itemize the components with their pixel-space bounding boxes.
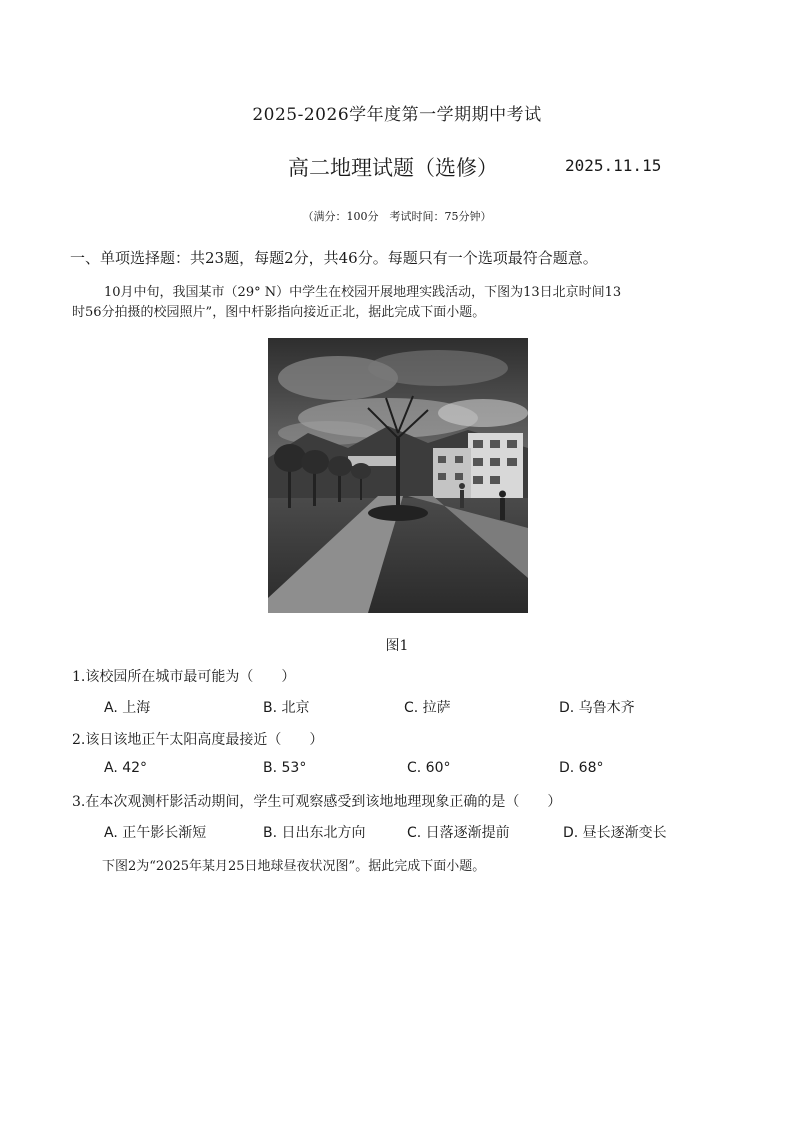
question-3-option-d: D. 昼长逐渐变长 xyxy=(563,825,667,841)
intro-line-1: 10月中旬，我国某市（29° N）中学生在校园开展地理实践活动，下图为13日北京时间13 xyxy=(104,285,622,300)
question-3-option-c: C. 日落逐渐提前 xyxy=(407,825,510,841)
exam-info: （满分：100分 考试时间：75分钟） xyxy=(302,210,492,223)
question-1-stem: 1.该校园所在城市最可能为（ ） xyxy=(72,669,296,685)
question-1-option-a: A. 上海 xyxy=(104,700,151,716)
section-heading: 一、单项选择题：共23题，每题2分，共46分。每题只有一个选项最符合题意。 xyxy=(70,249,598,267)
question-1-option-d: D. 乌鲁木齐 xyxy=(559,700,635,716)
question-3-stem: 3.在本次观测杆影活动期间，学生可观察感受到该地地理现象正确的是（ ） xyxy=(72,794,562,810)
question-1-option-c: C. 拉萨 xyxy=(404,700,451,716)
question-2-stem: 2.该日该地正午太阳高度最接近（ ） xyxy=(72,732,324,748)
figure-caption: 图1 xyxy=(385,638,409,654)
exam-date: 2025.11.15 xyxy=(565,156,662,175)
question-1-option-b: B. 北京 xyxy=(263,700,310,716)
question-2-option-a: A. 42° xyxy=(104,760,148,776)
question-3-option-b: B. 日出东北方向 xyxy=(263,825,366,841)
question-2-option-b: B. 53° xyxy=(263,760,307,776)
next-passage-intro: 下图2为“2025年某月25日地球昼夜状况图”。据此完成下面小题。 xyxy=(102,859,486,874)
campus-photo xyxy=(268,338,528,613)
subject-title: 高二地理试题（选修） xyxy=(288,156,498,180)
question-3-option-a: A. 正午影长渐短 xyxy=(104,825,207,841)
intro-line-2: 时56分拍摄的校园照片”，图中杆影指向接近正北，据此完成下面小题。 xyxy=(72,305,486,320)
exam-title: 2025-2026学年度第一学期期中考试 xyxy=(252,105,542,125)
question-2-option-d: D. 68° xyxy=(559,760,604,776)
question-2-option-c: C. 60° xyxy=(407,760,451,776)
